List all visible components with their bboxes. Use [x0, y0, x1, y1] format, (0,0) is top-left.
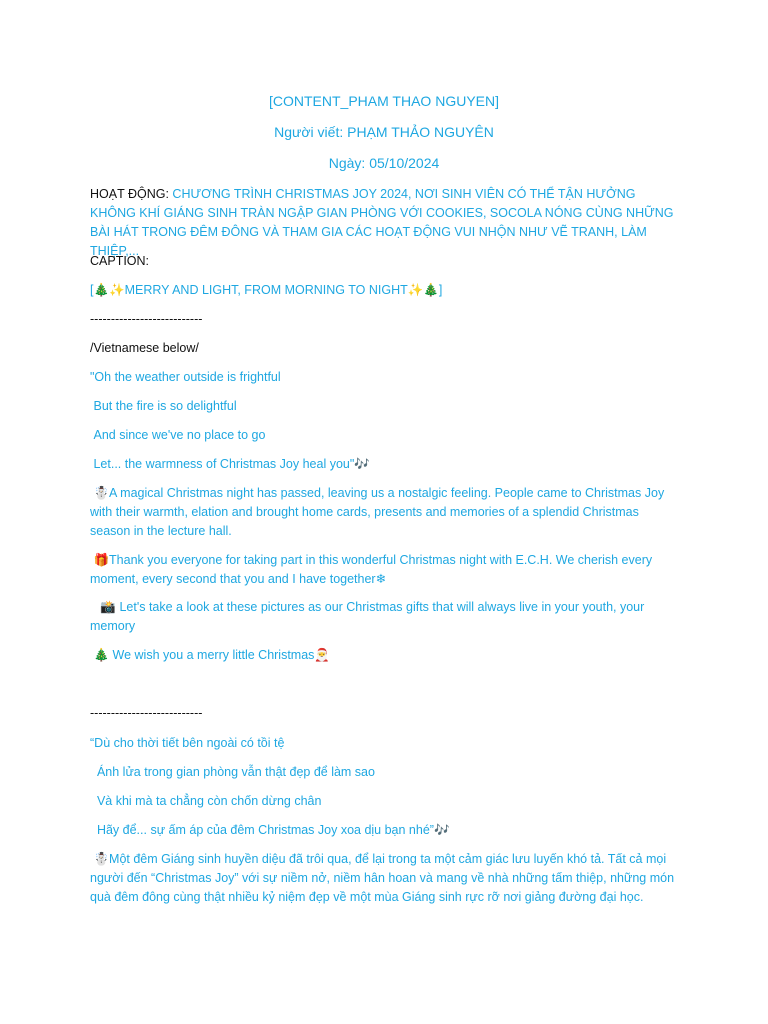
english-lyric-1: "Oh the weather outside is frightful: [90, 370, 281, 384]
document-title: [CONTENT_PHAM THAO NGUYEN]: [269, 93, 499, 109]
activity-label: HOẠT ĐỘNG:: [90, 187, 173, 201]
activity-text: CHƯƠNG TRÌNH CHRISTMAS JOY 2024, NƠI SINH VIÊN CÓ THỂ TẬN HƯỞNG KHÔNG KHÍ GIÁNG SINH TRÀN NGẬP GIAN PHÒNG VỚI COOKIES, SOCOLA NÓNG CÙNG NHỮNG BÀI HÁT TRONG ĐÊM ĐÔNG VÀ THAM GIA CÁC HOẠT ĐỘNG VUI NHỘN NHƯ VẼ TRANH, LÀM THIỆP,...: [90, 187, 678, 258]
activity-paragraph: [90, 185, 682, 261]
author-line: Người viết: PHẠM THẢO NGUYÊN: [274, 124, 494, 140]
vietnamese-below-note: /Vietnamese below/: [90, 341, 199, 355]
english-paragraph-2: 🎁Thank you everyone for taking part in this wonderful Christmas night with E.C.H. We cherish every moment, every second that you and I have together❄: [90, 553, 656, 586]
vietnamese-lyric-4: Hãy để... sự ấm áp của đêm Christmas Joy xoa dịu bạn nhé”🎶: [90, 823, 450, 837]
separator-2: ---------------------------: [90, 706, 203, 720]
vietnamese-lyric-3: Và khi mà ta chẳng còn chốn dừng chân: [90, 794, 322, 808]
caption-label: CAPTION:: [90, 254, 150, 268]
vietnamese-paragraph-1: ☃️Một đêm Giáng sinh huyền diệu đã trôi qua, để lại trong ta một cảm giác lưu luyến khó tả. Tất cả mọi người đến “Christmas Joy” với sự niềm nở, niềm hân hoan và mang về nhà những tấm thiệp, những món quà đêm đông cùng thật nhiều kỷ niệm đẹp về một mùa Giáng sinh rực rỡ nơi giảng đường đại học.: [90, 852, 678, 904]
caption-title: [🎄✨MERRY AND LIGHT, FROM MORNING TO NIGHT✨🎄]: [90, 283, 443, 297]
english-lyric-3: And since we've no place to go: [90, 428, 266, 442]
english-paragraph-4: 🎄 We wish you a merry little Christmas🎅: [90, 648, 330, 662]
date-line: Ngày: 05/10/2024: [328, 155, 440, 171]
vietnamese-lyric-2: Ánh lửa trong gian phòng vẫn thật đẹp để làm sao: [90, 765, 375, 779]
english-lyric-4: Let... the warmness of Christmas Joy heal you"🎶: [90, 457, 370, 471]
separator-1: ---------------------------: [90, 312, 203, 326]
english-paragraph-1: ☃️A magical Christmas night has passed, leaving us a nostalgic feeling. People came to Christmas Joy with their warmth, elation and brought home cards, presents and memories of a splendid Christmas season in the lecture hall.: [90, 486, 668, 538]
english-lyric-2: But the fire is so delightful: [90, 399, 237, 413]
english-paragraph-3: 📸 Let's take a look at these pictures as our Christmas gifts that will always live in your youth, your memory: [90, 600, 648, 633]
vietnamese-lyric-1: “Dù cho thời tiết bên ngoài có tồi tệ: [90, 736, 285, 750]
